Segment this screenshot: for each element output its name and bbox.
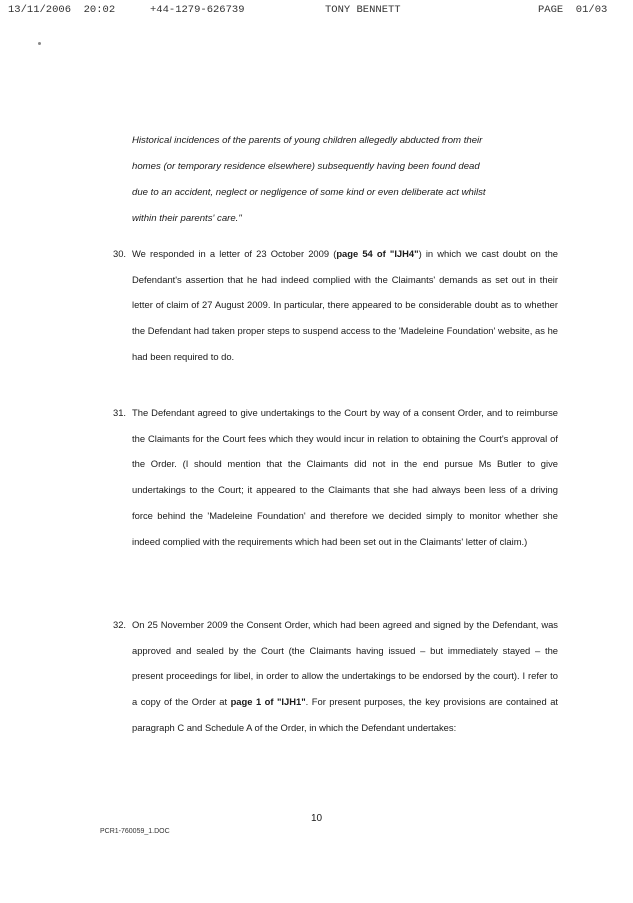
fax-sender: TONY BENNETT <box>325 4 401 16</box>
paragraph-text: We responded in a letter of 23 October 2009 ( <box>132 248 337 259</box>
exhibit-reference: page 1 of "IJH1" <box>230 696 306 708</box>
paragraph-number: 31. <box>113 407 127 418</box>
paragraph-number: 30. <box>113 248 127 259</box>
fax-page: PAGE 01/03 <box>538 4 608 16</box>
paragraph-text: . For present purposes, the key provisions are contained at paragraph C and Schedule A of the Order, in which the Defendant undertakes: <box>132 696 559 733</box>
paragraph-body <box>132 612 558 741</box>
paragraph-31 <box>113 400 558 554</box>
fax-datetime: 13/11/2006 20:02 <box>8 4 116 16</box>
quote-line: due to an accident, neglect or negligence of some kind or even deliberate act whilst <box>132 187 486 198</box>
paragraph-text: On 25 November 2009 the Consent Order, which had been agreed and signed by the Defendant, was approved and sealed by the Court (the Claimants having issued – but immediately stayed – the present proceedings for libel, in order to allow the undertakings to be endorsed by the court). I refer to a copy of the Order at <box>132 619 558 708</box>
paragraph-number: 32. <box>113 619 127 630</box>
document-reference: PCR1-760059_1.DOC <box>100 828 170 835</box>
quote-line: within their parents' care." <box>132 213 242 224</box>
page-number: 10 <box>310 813 323 824</box>
paragraph-body <box>132 400 558 554</box>
exhibit-reference: page 54 of "IJH4" <box>336 248 419 259</box>
paragraph-text: ) in which we cast doubt on the Defendant's assertion that he had indeed complied with the Claimants' demands as set out in their letter of claim of 27 August 2009. In particular, there appeared to be considerable doubt as to whether the Defendant had taken proper steps to suspend access to the 'Madeleine Foundation' website, as he had been required to do. <box>132 248 558 362</box>
scan-speck <box>38 42 41 45</box>
quote-line: homes (or temporary residence elsewhere) subsequently having been found dead <box>132 161 480 172</box>
quoted-passage <box>132 128 562 232</box>
paragraph-body <box>132 241 558 370</box>
quote-line: Historical incidences of the parents of young children allegedly abducted from their <box>132 135 483 146</box>
paragraph-30 <box>113 241 558 370</box>
paragraph-text: The Defendant agreed to give undertakings to the Court by way of a consent Order, and to reimburse the Claimants for the Court fees which they would incur in relation to obtaining the Court's approval of the Order. (I should mention that the Claimants did not in the end pursue Ms Butler to give undertakings to the Court; it appeared to the Claimants that she had always been less of a driving force behind the 'Madeleine Foundation' and therefore we decided simply to monitor whether she indeed complied with the requirements which had been set out in the Claimants' letter of claim.) <box>132 407 558 547</box>
paragraph-32 <box>113 612 558 741</box>
fax-phone: +44-1279-626739 <box>150 4 245 16</box>
